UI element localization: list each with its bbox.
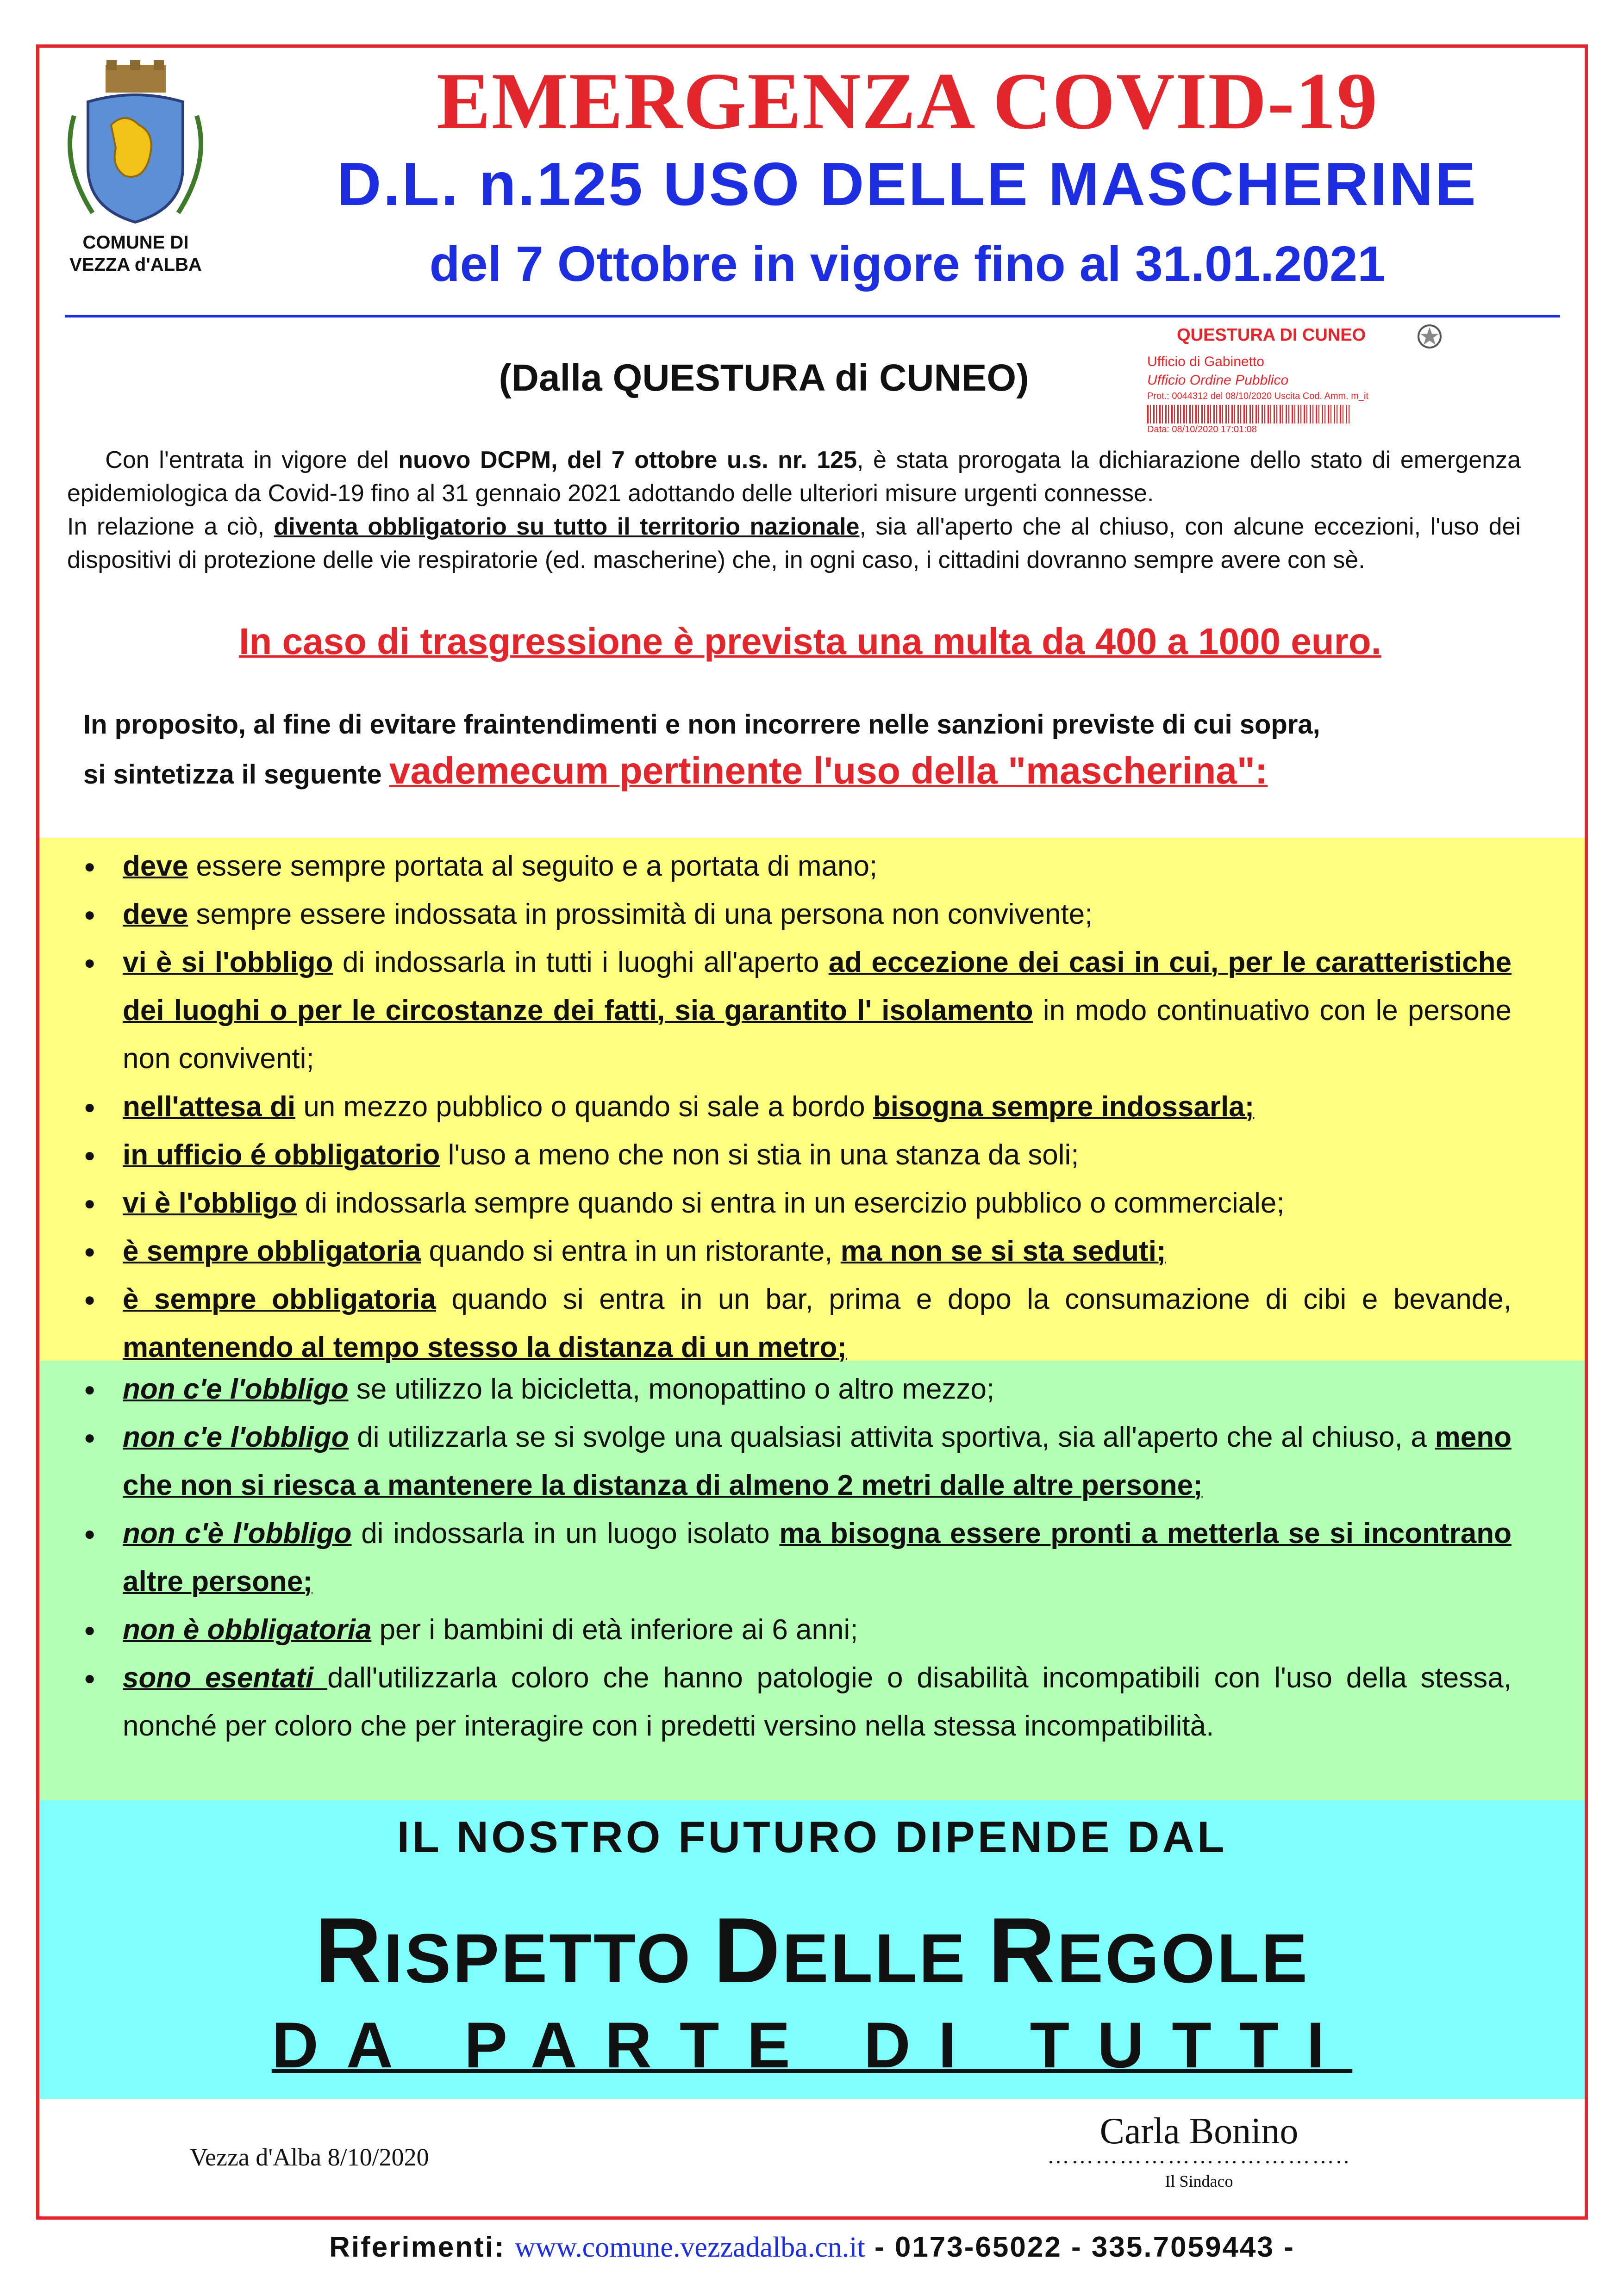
rule-item: ● non c'e l'obbligo di utilizzarla se si svolge una qualsiasi attivita sportiva, sia all'aperto che al chiuso, a meno che non si riesca a mantenere la distanza di almeno 2 metri dalle altre persone; <box>81 1413 1512 1510</box>
proposito-text: In proposito, al fine di evitare fraintendimenti e non incorrere nelle sanzioni previste di cui sopra, si sintetizza il seguente vademecum pertinente l'uso della "mascherina": <box>83 709 1320 792</box>
signer-role: Il Sindaco <box>1165 2172 1233 2190</box>
comune-line2: VEZZA d'ALBA <box>69 255 202 275</box>
rule-item: ● in ufficio é obbligatorio l'uso a meno che non si stia in una stanza da soli; <box>81 1131 1512 1179</box>
rule-item: ● non c'è l'obbligo di indossarla in un luogo isolato ma bisogna essere pronti a metterla se si incontrano altre persone; <box>81 1510 1512 1606</box>
rule-item: ● deve sempre essere indossata in prossimità di una persona non convivente; <box>81 890 1512 939</box>
stamp-line2: Ufficio Ordine Pubblico <box>1147 373 1289 388</box>
rule-item: ● vi è l'obbligo di indossarla sempre quando si entra in un esercizio pubblico o commerciale; <box>81 1179 1512 1227</box>
comune-label <box>52 231 219 276</box>
rule-item: ● deve essere sempre portata al seguito e a portata di mano; <box>81 842 1512 890</box>
rule-item: ● nell'attesa di un mezzo pubblico o quando si sale a bordo bisogna sempre indossarla; <box>81 1083 1512 1131</box>
closing-line1: IL NOSTRO FUTURO DIPENDE DAL <box>397 1812 1227 1862</box>
exemption-list <box>81 1365 1512 1750</box>
closing-line2: RISPETTO DELLE REGOLE <box>314 1899 1310 2002</box>
fine-notice: In caso di trasgressione è prevista una multa da 400 a 1000 euro. <box>239 621 1381 662</box>
rule-item: ● non è obbligatoria per i bambini di età inferiore ai 6 anni; <box>81 1606 1512 1654</box>
stamp-office: QUESTURA DI CUNEO <box>1177 325 1366 345</box>
comune-line1: COMUNE DI <box>82 232 189 253</box>
place-date: Vezza d'Alba 8/10/2020 <box>190 2143 429 2171</box>
stamp-protocol: Prot.: 0044312 del 08/10/2020 Uscita Cod. Amm. m_it <box>1147 391 1369 401</box>
rule-item: ● non c'e l'obbligo se utilizzo la bicicletta, monopattino o altro mezzo; <box>81 1365 1512 1413</box>
questura-stamp <box>1139 322 1472 437</box>
page-title: EMERGENZA COVID-19 <box>436 56 1379 146</box>
website-link[interactable]: www.comune.vezzadalba.cn.it <box>514 2232 865 2263</box>
intro-text: Con l'entrata in vigore del nuovo DCPM, del 7 ottobre u.s. nr. 125, è stata prorogata la dichiarazione dello stato di emergenza epidemiologica da Covid-19 fino al 31 gennaio 2021 adottando delle ulteriori misure urgenti connesse. In relazione a ciò, diventa obbligatorio su tutto il territorio nazionale, sia all'aperto che al chiuso, con alcune eccezioni, l'uso dei dispositivi di protezione delle vie respiratorie (ed. mascherine) che, in ogni caso, i cittadini dovranno sempre avere con sè. <box>67 447 1521 573</box>
barcode-icon <box>1147 405 1351 423</box>
coat-of-arms-icon <box>56 60 215 227</box>
stamp-line1: Ufficio di Gabinetto <box>1147 354 1264 369</box>
rule-item: ● sono esentati dall'utilizzarla coloro che hanno patologie o disabilità incompatibili con l'uso della stessa, nonché per coloro che per interagire con i predetti versino nella stessa incompatibilità. <box>81 1654 1512 1750</box>
header-divider <box>65 315 1560 317</box>
rule-item: ● è sempre obbligatoria quando si entra in un ristorante, ma non se si sta seduti; <box>81 1227 1512 1276</box>
references: Riferimenti: www.comune.vezzadalba.cn.it - 0173-65022 - 335.7059443 - <box>329 2231 1295 2263</box>
signer-name: Carla Bonino <box>1099 2111 1299 2152</box>
page-subtitle: D.L. n.125 USO DELLE MASCHERINE <box>337 150 1478 218</box>
source-label: (Dalla QUESTURA di CUNEO) <box>499 357 1029 399</box>
italian-emblem-icon <box>1417 324 1443 349</box>
stamp-date: Data: 08/10/2020 17:01:08 <box>1147 424 1257 435</box>
rule-item: ● vi è si l'obbligo di indossarla in tutti i luoghi all'aperto ad eccezione dei casi in cui, per le caratteristiche dei luoghi o per le circostanze dei fatti, sia garantito l' isolamento in modo continuativo con le persone non conviventi; <box>81 939 1512 1083</box>
closing-line3: DA PARTE DI TUTTI <box>271 2009 1353 2081</box>
rule-item: ● è sempre obbligatoria quando si entra in un bar, prima e dopo la consumazione di cibi e bevande, mantenendo al tempo stesso la distanza di un metro; <box>81 1276 1512 1372</box>
validity-dates: del 7 Ottobre in vigore fino al 31.01.2021 <box>429 236 1386 292</box>
obligation-list <box>81 842 1512 1372</box>
signature-block <box>1018 2110 1380 2191</box>
signature-line: ……………………………….. <box>1047 2144 1351 2168</box>
